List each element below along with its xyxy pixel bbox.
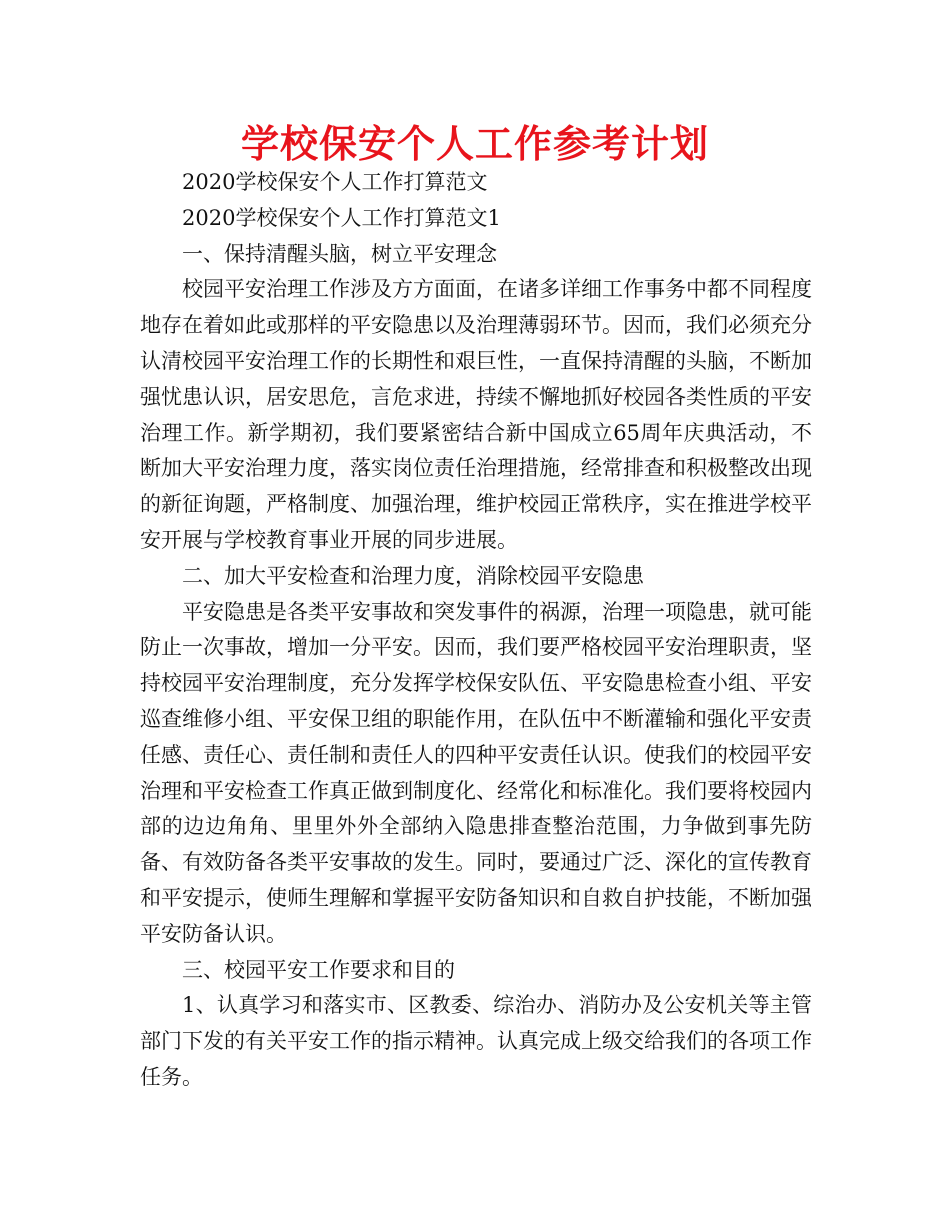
body-paragraph: 1、认真学习和落实市、区教委、综治办、消防办及公安机关等主管部门下发的有关平安工作的指示精神。认真完成上级交给我们的各项工作任务。 bbox=[140, 993, 812, 1089]
body-paragraph: 平安隐患是各类平安事故和突发事件的祸源，治理一项隐患，就可能防止一次事故，增加一分平安。因而，我们要严格校园平安治理职责，坚持校园平安治理制度，充分发挥学校保安队伍、平安隐患检查小组、平安巡查维修小组、平安保卫组的职能作用，在队伍中不断灌输和强化平安责任感、责任心、责任制和责任人的四种平安责任认识。使我们的校园平安治理和平安检查工作真正做到制度化、经常化和标准化。我们要将校园内部的边边角角、里里外外全部纳入隐患排查整治范围，力争做到事先防备、有效防备各类平安事故的发生。同时，要通过广泛、深化的宣传教育和平安提示，使师生理解和掌握平安防备知识和自救自护技能，不断加强平安防备认识。 bbox=[140, 599, 812, 946]
body-paragraph: 校园平安治理工作涉及方方面面，在诸多详细工作事务中都不同程度地存在着如此或那样的平安隐患以及治理薄弱环节。因而，我们必须充分认清校园平安治理工作的长期性和艰巨性，一直保持清醒的头脑，不断加强忧患认识，居安思危，言危求进，持续不懈地抓好校园各类性质的平安治理工作。新学期初，我们要紧密结合新中国成立65周年庆典活动，不断加大平安治理力度，落实岗位责任治理措施，经常排查和积极整改出现的新征询题，严格制度、加强治理，维护校园正常秩序，实在推进学校平安开展与学校教育事业开展的同步进展。 bbox=[140, 277, 812, 552]
subtitle-line: 2020学校保安个人工作打算范文1 bbox=[182, 205, 501, 230]
subtitle-line: 2020学校保安个人工作打算范文 bbox=[182, 170, 488, 194]
document-body bbox=[140, 165, 812, 1096]
section-heading: 一、保持清醒头脑，树立平安理念 bbox=[182, 241, 497, 266]
section-heading: 三、校园平安工作要求和目的 bbox=[182, 957, 455, 982]
section-heading: 二、加大平安检查和治理力度，消除校园平安隐患 bbox=[182, 563, 644, 588]
document-title: 学校保安个人工作参考计划 bbox=[240, 121, 709, 166]
